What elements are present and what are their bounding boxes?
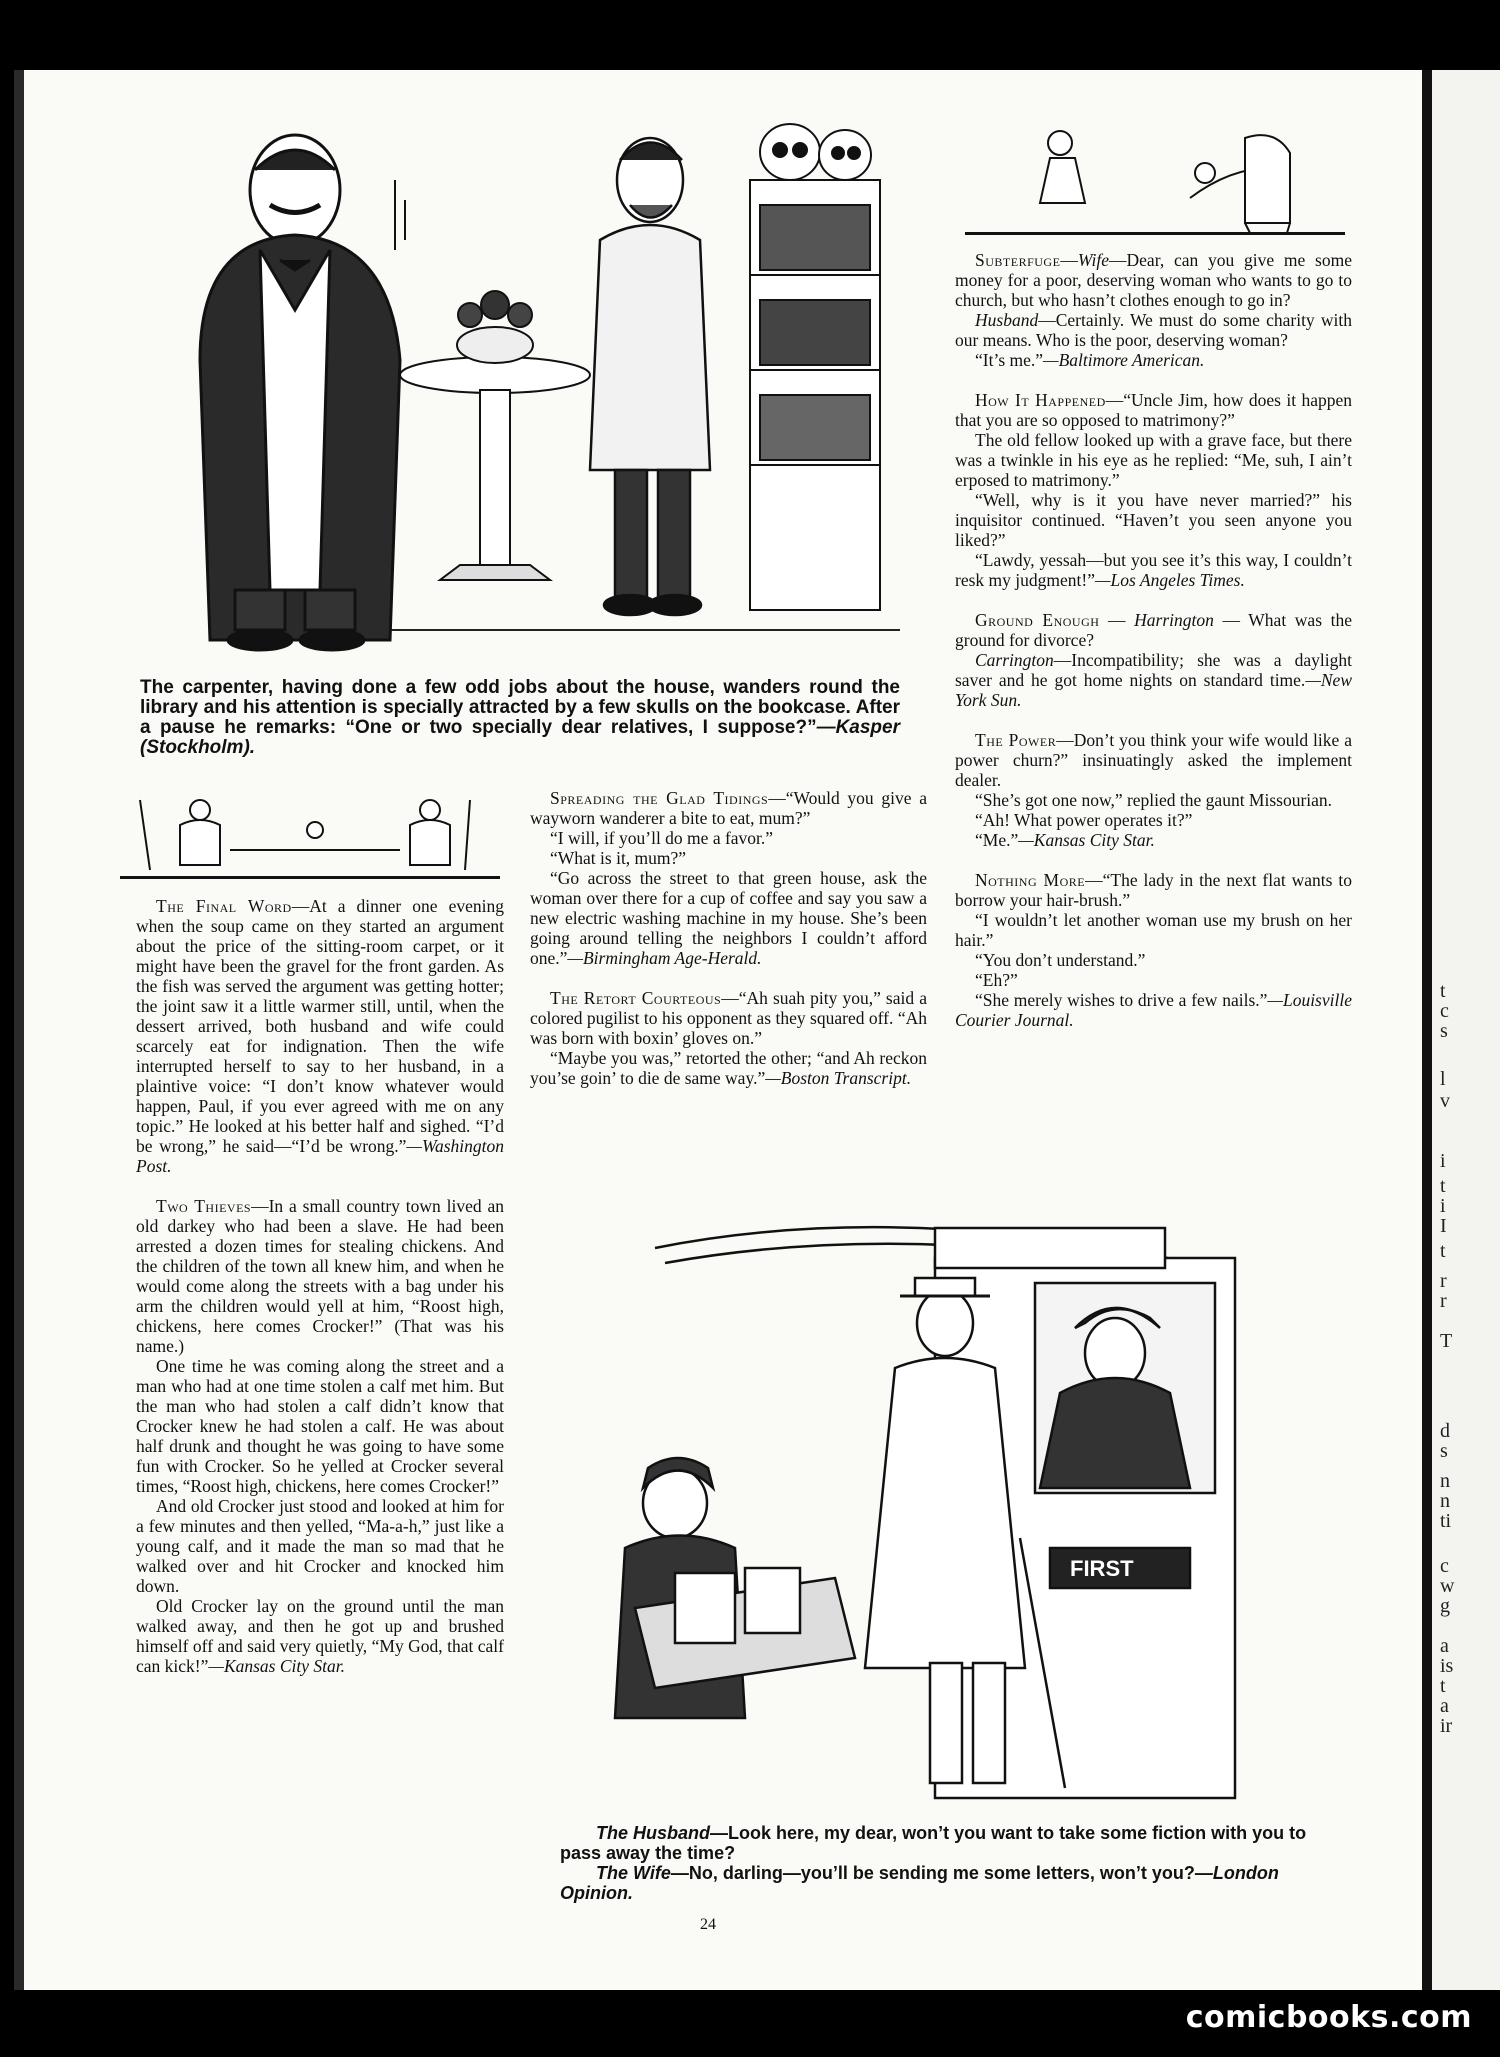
edge-letter: l xyxy=(1440,1068,1446,1090)
story-subterfuge: Subterfuge—Wife—Dear, can you give me some money for a poor, deserving woman who wants to go to church, but who hasn’t clothes enough to go in? xyxy=(955,250,1352,310)
edge-letter: w xyxy=(1440,1575,1455,1597)
column-rule xyxy=(120,876,500,879)
edge-letter: I xyxy=(1440,1215,1447,1237)
caption-source: —Kasper (Stockholm). xyxy=(140,717,900,758)
column-2: Spreading the Glad Tidings—“Would you give a wayworn wanderer a bite to eat, mum?” “I will, if you’ll do me a favor.” “What is it, mum?” “Go across the street to that green house, ask the woman over there for a cup of coffee and say you saw a new electric washing machine in my house. She’s been going around telling the neighbors I couldn’t afford one.”—Birmingham Age-Herald. The Retort Courteous—“Ah suah pity you,” said a colored pugilist to his opponent as they squared off. “Ah was born with boxin’ gloves on.” “Maybe you was,” retorted the other; “and Ah reckon you’se goin’ to die de same way.”—Boston Transcript. xyxy=(530,788,927,1088)
story-final-word: The Final Word—At a dinner one evening when the soup came on they started an argument about the price of the sitting-room carpet, or it might have been the gravel for the front garden. As the fish was served the argument was getting hotter; the joint saw it a little warmer still, until, when the dessert arrived, both husband and wife could scarcely eat for indignation. Then the wife interrupted herself to say to her husband, in a plaintive voice: “I don’t know whatever would happen, Paul, if you ever agreed with me on any topic.” He looked at his better half and sighed. “I’d be wrong,” he said—“I’d be wrong.”—Washington Post. xyxy=(136,896,504,1176)
story-title: The Retort Courteous xyxy=(550,988,722,1008)
adjacent-page-edge xyxy=(1432,70,1500,1990)
train-station-cartoon xyxy=(555,1208,1315,1813)
edge-letter: c xyxy=(1440,1000,1449,1022)
story-title: Subterfuge xyxy=(975,250,1061,270)
edge-letter: v xyxy=(1440,1090,1450,1112)
edge-letter: d xyxy=(1440,1420,1450,1442)
carpenter-caption xyxy=(140,678,900,758)
car-sign-text: FIRST xyxy=(1070,1556,1134,1581)
story-title: Two Thieves xyxy=(156,1196,252,1216)
edge-letter: i xyxy=(1440,1195,1446,1217)
story-title: How It Happened xyxy=(975,390,1106,410)
edge-letter: t xyxy=(1440,980,1446,1002)
edge-letter: T xyxy=(1440,1330,1453,1352)
story-glad-tidings: Spreading the Glad Tidings—“Would you give a wayworn wanderer a bite to eat, mum?” xyxy=(530,788,927,828)
caption-text: The carpenter, having done a few odd jobs about the house, wanders round the library and his attention is specially attracted by a few skulls on the bookcase. After a pause he remarks: “One or two specially dear relatives, I suppose?” xyxy=(140,677,900,738)
edge-letter: n xyxy=(1440,1470,1450,1492)
bookcase-with-skulls xyxy=(750,124,880,610)
edge-letter: g xyxy=(1440,1595,1450,1617)
story-how-it-happened: How It Happened—“Uncle Jim, how does it happen that you are so opposed to matrimony?” xyxy=(955,390,1353,430)
edge-letter: i xyxy=(1440,1150,1446,1172)
edge-letter: ti xyxy=(1440,1510,1452,1532)
edge-letter: t xyxy=(1440,1240,1446,1262)
story-two-thieves: Two Thieves—In a small country town lived an old darkey who had been a slave. He had been arrested a dozen times for stealing chickens. And the children of the town all knew him, and when he would come along the streets with a bag under his arm the children would yell at him, “Roost high, chickens, here comes Crocker!” (That was his name.) xyxy=(136,1196,505,1356)
edge-letter: n xyxy=(1440,1490,1450,1512)
story-ground-enough: Ground Enough — Harrington — What was the ground for divorce? xyxy=(955,610,1352,650)
edge-letter: t xyxy=(1440,1675,1446,1697)
edge-letter: t xyxy=(1440,1175,1446,1197)
edge-letter: s xyxy=(1440,1440,1448,1462)
story-title: The Power xyxy=(975,730,1057,750)
page-number: 24 xyxy=(700,1916,716,1933)
mother-child-cartoon xyxy=(965,118,1345,238)
edge-letter: a xyxy=(1440,1635,1449,1657)
site-watermark: comicbooks.com xyxy=(1185,2000,1472,2035)
edge-letter: r xyxy=(1440,1270,1447,1292)
story-title: Spreading the Glad Tidings xyxy=(550,788,769,808)
column-3: Subterfuge—Wife—Dear, can you give me some money for a poor, deserving woman who wants to go to church, but who hasn’t clothes enough to go in? Husband—Certainly. We must do some charity with our means. Who is the poor, deserving woman? “It’s me.”—Baltimore American. How It Happened—“Uncle Jim, how does it happen that you are so opposed to matrimony?” The old fellow looked up with a grave face, but there was a twinkle in his eye as he replied: “Me, suh, I ain’t erposed to matrimony.” “Well, why is it you have never married?” his inquisitor continued. “Haven’t you seen anyone you liked?” “Lawdy, yessah—but you see it’s this way, I couldn’t resk my judgment!”—Los Angeles Times. Ground Enough — Harrington — What was the ground for divorce? Carrington—Incompatibility; she was a daylight saver and he got home nights on standard time.—New York Sun. The Power—Don’t you think your wife would like a power churn?” insinuatingly asked the implement dealer. “She’s got one now,” replied the gaunt Missourian. “Ah! What power operates it?” “Me.”—Kansas City Star. Nothing More—“The lady in the next flat wants to borrow your hair-brush.” “I wouldn’t let another woman use my brush on her hair.” “You don’t understand.” “Eh?” “She merely wishes to drive a few nails.”—Louisville Courier Journal. xyxy=(955,250,1353,1030)
column-rule xyxy=(965,232,1345,235)
edge-letter: a xyxy=(1440,1695,1449,1717)
column-1: The Final Word—At a dinner one evening when the soup came on they started an argument about the price of the sitting-room carpet, or it might have been the gravel for the front garden. As the fish was served the argument was getting hotter; the joint saw it a little warmer still, until, when the dessert arrived, both husband and wife could scarcely eat for indignation. Then the wife interrupted herself to say to her husband, in a plaintive voice: “I don’t know whatever would happen, Paul, if you ever agreed with me on any topic.” He looked at his better half and sighed. “I’d be wrong,” he said—“I’d be wrong.”—Washington Post. Two Thieves—In a small country town lived an old darkey who had been a slave. He had been arrested a dozen times for stealing chickens. And the children of the town all knew him, and when he would come along the streets with a bag under his arm the children would yell at him, “Roost high, chickens, here comes Crocker!” (That was his name.) One time he was coming along the street and a man who had at one time stolen a calf met him. But the man who had stolen a calf didn’t know that Crocker knew he had stolen a calf. He was about half drunk and thought he was going to have some fun with Crocker. So he yelled at Crocker several times, “Roost high, chickens, here comes Crocker!” And old Crocker just stood and looked at him for a few minutes and then yelled, “Ma-a-h,” just like a young calf, and it made the man so mad that he walked over and hit Crocker and knocked him down. Old Crocker lay on the ground until the man walked away, and then he got up and brushed himself off and said very quietly, “My God, that calf can kick!”—Kansas City Star. xyxy=(136,896,505,1676)
page-gutter xyxy=(1422,70,1432,1990)
edge-letter: r xyxy=(1440,1290,1447,1312)
story-retort-courteous: The Retort Courteous—“Ah suah pity you,” said a colored pugilist to his opponent as they squared off. “Ah was born with boxin’ gloves on.” xyxy=(530,988,927,1048)
train-cartoon-caption: The Husband—Look here, my dear, won’t you want to take some fiction with you to pass away the time? The Wife—No, darling—you’ll be sending me some letters, won’t you?—London Opinion. xyxy=(560,1823,1307,1903)
story-title: Nothing More xyxy=(975,870,1086,890)
edge-letter: is xyxy=(1440,1655,1454,1677)
story-title: Ground Enough xyxy=(975,610,1100,630)
dinner-table-cartoon xyxy=(120,790,500,878)
edge-letter: c xyxy=(1440,1555,1449,1577)
story-nothing-more: Nothing More—“The lady in the next flat wants to borrow your hair-brush.” xyxy=(955,870,1352,910)
carpenter-cartoon xyxy=(140,110,920,670)
story-title: The Final Word xyxy=(156,896,292,916)
edge-letter: ir xyxy=(1440,1715,1453,1737)
story-the-power: The Power—Don’t you think your wife would like a power churn?” insinuatingly asked the implement dealer. xyxy=(955,730,1353,790)
edge-letter: s xyxy=(1440,1020,1448,1042)
